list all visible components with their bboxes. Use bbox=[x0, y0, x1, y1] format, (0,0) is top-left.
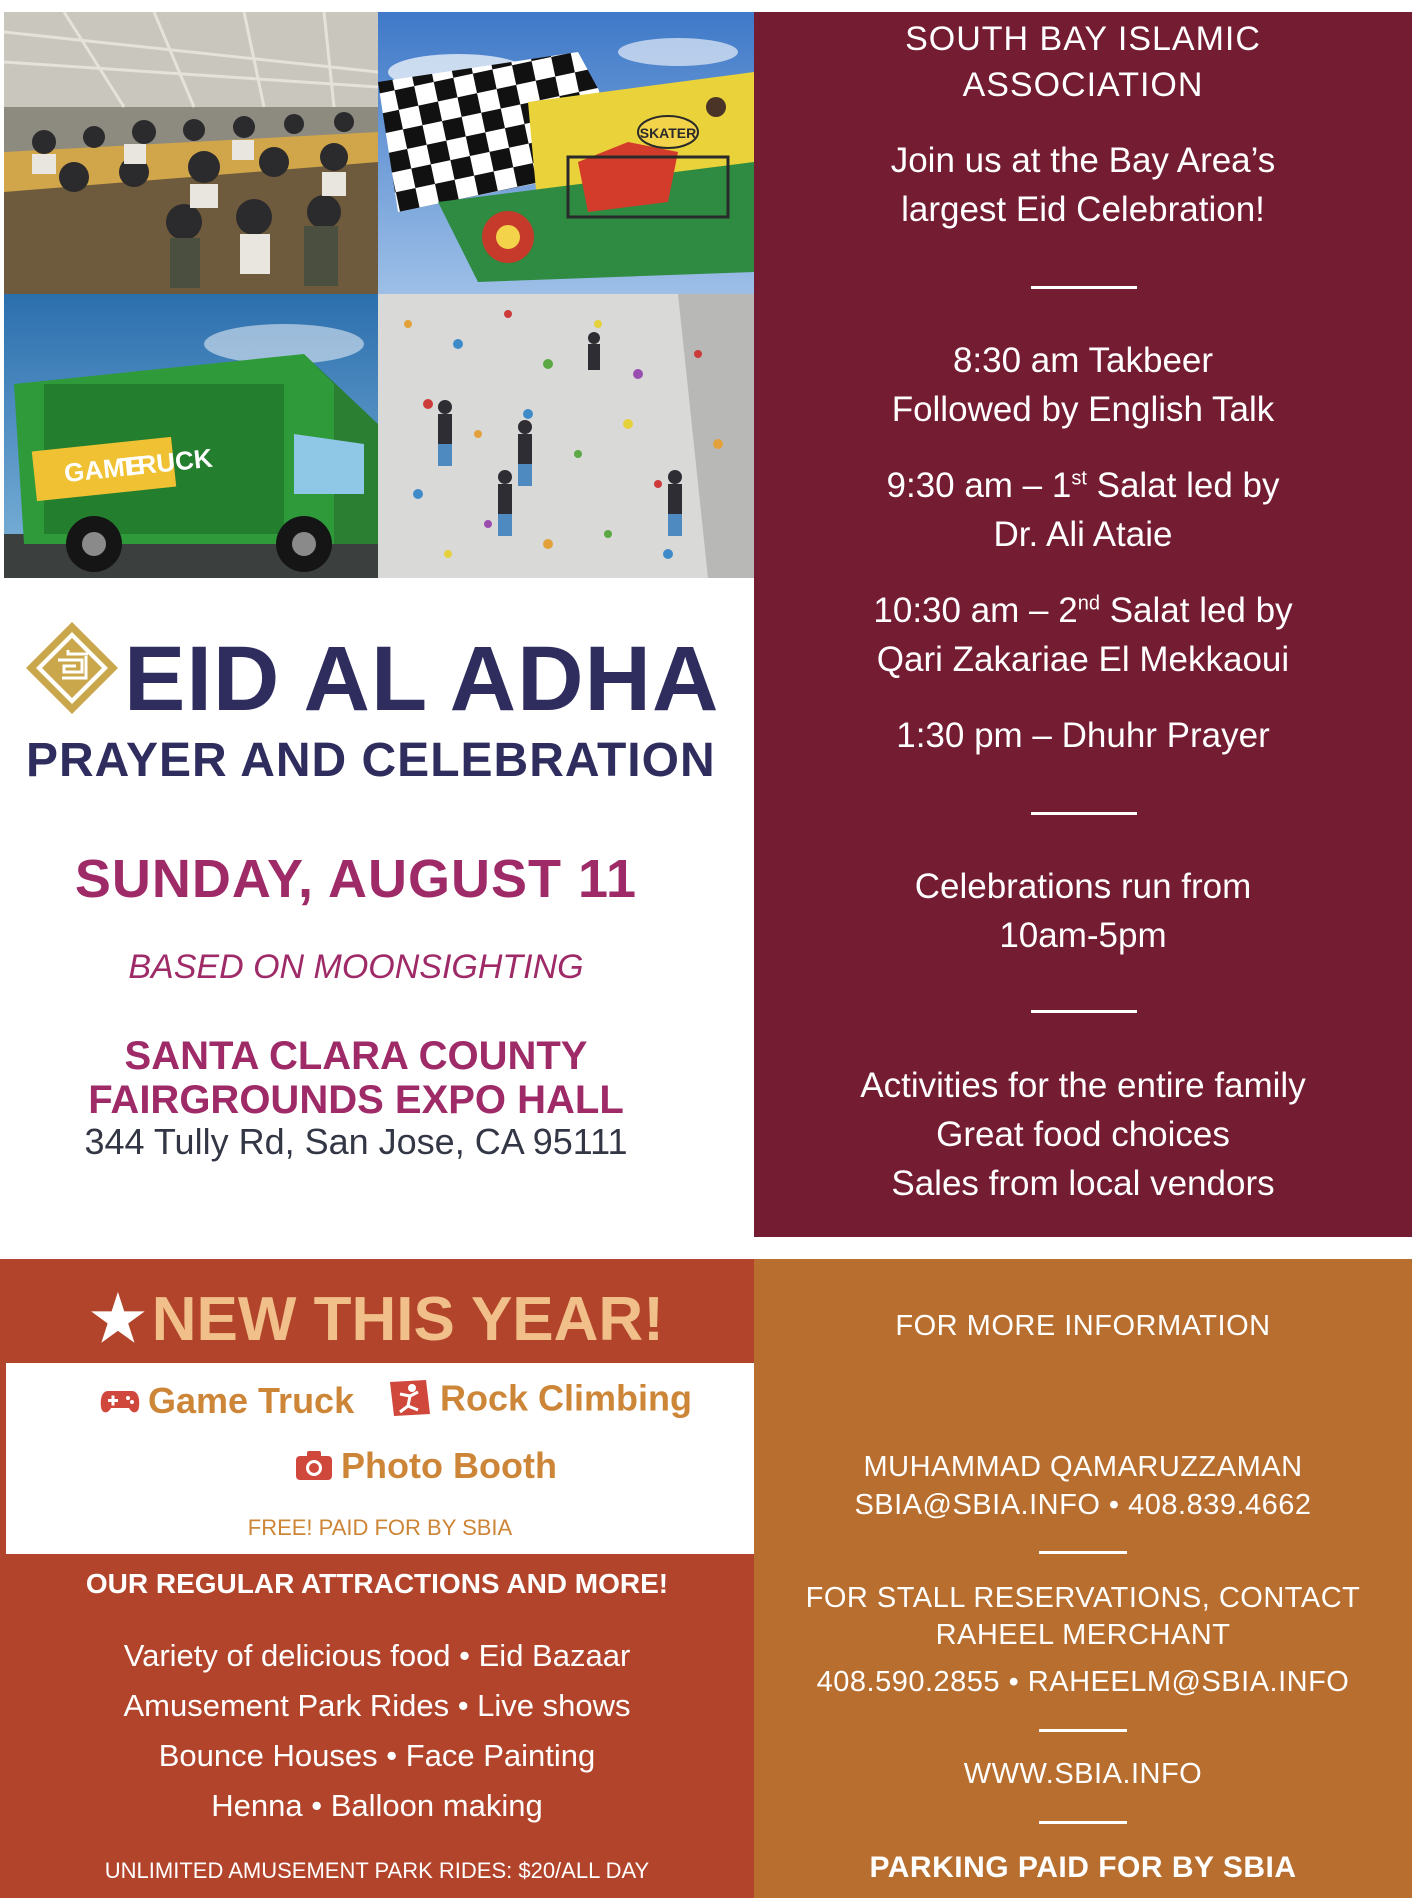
prayer-crowd-photo bbox=[4, 12, 378, 294]
divider bbox=[1039, 1551, 1127, 1554]
rides-price: UNLIMITED AMUSEMENT PARK RIDES: $20/ALL DAY bbox=[104, 1858, 650, 1883]
stall-reservations-label: FOR STALL RESERVATIONS, CONTACT bbox=[805, 1582, 1361, 1614]
contact-name: MUHAMMAD QAMARUZZAMAN bbox=[863, 1451, 1303, 1483]
contact-email-phone: SBIA@SBIA.INFO • 408.839.4662 bbox=[854, 1489, 1312, 1521]
first-salat-led: Salat led by bbox=[1086, 466, 1280, 505]
photo-booth-label: Photo Booth bbox=[341, 1445, 557, 1486]
rock-climbing-feature bbox=[388, 1378, 692, 1424]
truck-game-text: GAME bbox=[62, 450, 144, 489]
website-link[interactable]: WWW.SBIA.INFO bbox=[963, 1758, 1203, 1790]
rock-climbing-photo bbox=[378, 294, 754, 578]
event-date: SUNDAY, AUGUST 11 bbox=[74, 849, 638, 909]
gamepad-icon bbox=[100, 1385, 140, 1421]
divider bbox=[1039, 1821, 1127, 1824]
second-salat bbox=[754, 586, 1412, 635]
venue-line-2: FAIRGROUNDS EXPO HALL bbox=[88, 1078, 624, 1122]
schedule-panel bbox=[754, 12, 1412, 1237]
camera-icon bbox=[295, 1449, 333, 1487]
new-this-year-text: NEW THIS YEAR! bbox=[151, 1285, 664, 1354]
venue-address: 344 Tully Rd, San Jose, CA 95111 bbox=[84, 1121, 628, 1162]
stall-contact-details: 408.590.2855 • RAHEELM@SBIA.INFO bbox=[816, 1666, 1350, 1698]
divider bbox=[1031, 812, 1137, 815]
celebration-hours: 10am-5pm bbox=[999, 916, 1167, 955]
first-salat-ordinal: st bbox=[1071, 467, 1087, 490]
new-this-year-heading bbox=[0, 1285, 754, 1354]
game-truck-feature bbox=[100, 1380, 355, 1421]
skater-ride-photo bbox=[378, 12, 754, 294]
sbia-logo bbox=[24, 620, 120, 716]
moonsighting-note: BASED ON MOONSIGHTING bbox=[128, 948, 584, 986]
event-subtitle: PRAYER AND CELEBRATION bbox=[26, 734, 716, 787]
photo-booth-feature bbox=[295, 1445, 557, 1487]
star-icon: ★ bbox=[90, 1285, 146, 1354]
contact-panel bbox=[754, 1259, 1412, 1898]
stall-contact-name: RAHEEL MERCHANT bbox=[935, 1619, 1231, 1651]
venue-line-1: SANTA CLARA COUNTY bbox=[124, 1034, 588, 1078]
activity-item: Sales from local vendors bbox=[891, 1164, 1275, 1203]
divider bbox=[1031, 286, 1137, 289]
org-name-line-2: ASSOCIATION bbox=[962, 66, 1204, 104]
event-title: EID AL ADHA bbox=[124, 628, 720, 730]
takbeer-time: 8:30 am Takbeer bbox=[952, 341, 1214, 380]
regular-attractions-heading: OUR REGULAR ATTRACTIONS AND MORE! bbox=[85, 1568, 669, 1599]
venue-name bbox=[0, 1034, 712, 1122]
second-salat-led: Salat led by bbox=[1099, 591, 1293, 630]
activity-item: Activities for the entire family bbox=[860, 1066, 1306, 1105]
intro-line-1: Join us at the Bay Area’s bbox=[890, 141, 1276, 180]
truck-truck-text: TRUCK bbox=[120, 442, 214, 483]
attraction-line: Bounce Houses • Face Painting bbox=[158, 1738, 596, 1773]
first-salat-imam: Dr. Ali Ataie bbox=[993, 515, 1173, 554]
first-salat-time: 9:30 am – 1 bbox=[886, 466, 1072, 505]
rock-climbing-label: Rock Climbing bbox=[440, 1377, 693, 1419]
game-truck-photo bbox=[4, 294, 378, 578]
english-talk: Followed by English Talk bbox=[891, 390, 1275, 429]
org-name-line-1: SOUTH BAY ISLAMIC bbox=[905, 20, 1261, 58]
climber-icon bbox=[388, 1378, 432, 1424]
attraction-line: Henna • Balloon making bbox=[211, 1788, 543, 1823]
free-note: FREE! PAID FOR BY SBIA bbox=[247, 1515, 513, 1540]
second-salat-imam: Qari Zakariae El Mekkaoui bbox=[876, 640, 1290, 679]
second-salat-time: 10:30 am – 2 bbox=[873, 591, 1078, 630]
intro-line-2: largest Eid Celebration! bbox=[901, 190, 1265, 229]
divider bbox=[1031, 1010, 1137, 1013]
dhuhr-prayer: 1:30 pm – Dhuhr Prayer bbox=[896, 716, 1270, 755]
celebration-hours-label: Celebrations run from bbox=[914, 867, 1252, 906]
attraction-line: Variety of delicious food • Eid Bazaar bbox=[123, 1638, 631, 1673]
game-truck-label: Game Truck bbox=[148, 1380, 355, 1421]
divider bbox=[1039, 1729, 1127, 1732]
second-salat-ordinal: nd bbox=[1077, 592, 1100, 615]
activity-item: Great food choices bbox=[936, 1115, 1230, 1154]
attraction-line: Amusement Park Rides • Live shows bbox=[123, 1688, 631, 1723]
first-salat bbox=[754, 461, 1412, 510]
parking-note: PARKING PAID FOR BY SBIA bbox=[869, 1851, 1297, 1884]
skater-sign-text: SKATER bbox=[639, 125, 697, 141]
more-info-heading: FOR MORE INFORMATION bbox=[895, 1310, 1271, 1342]
